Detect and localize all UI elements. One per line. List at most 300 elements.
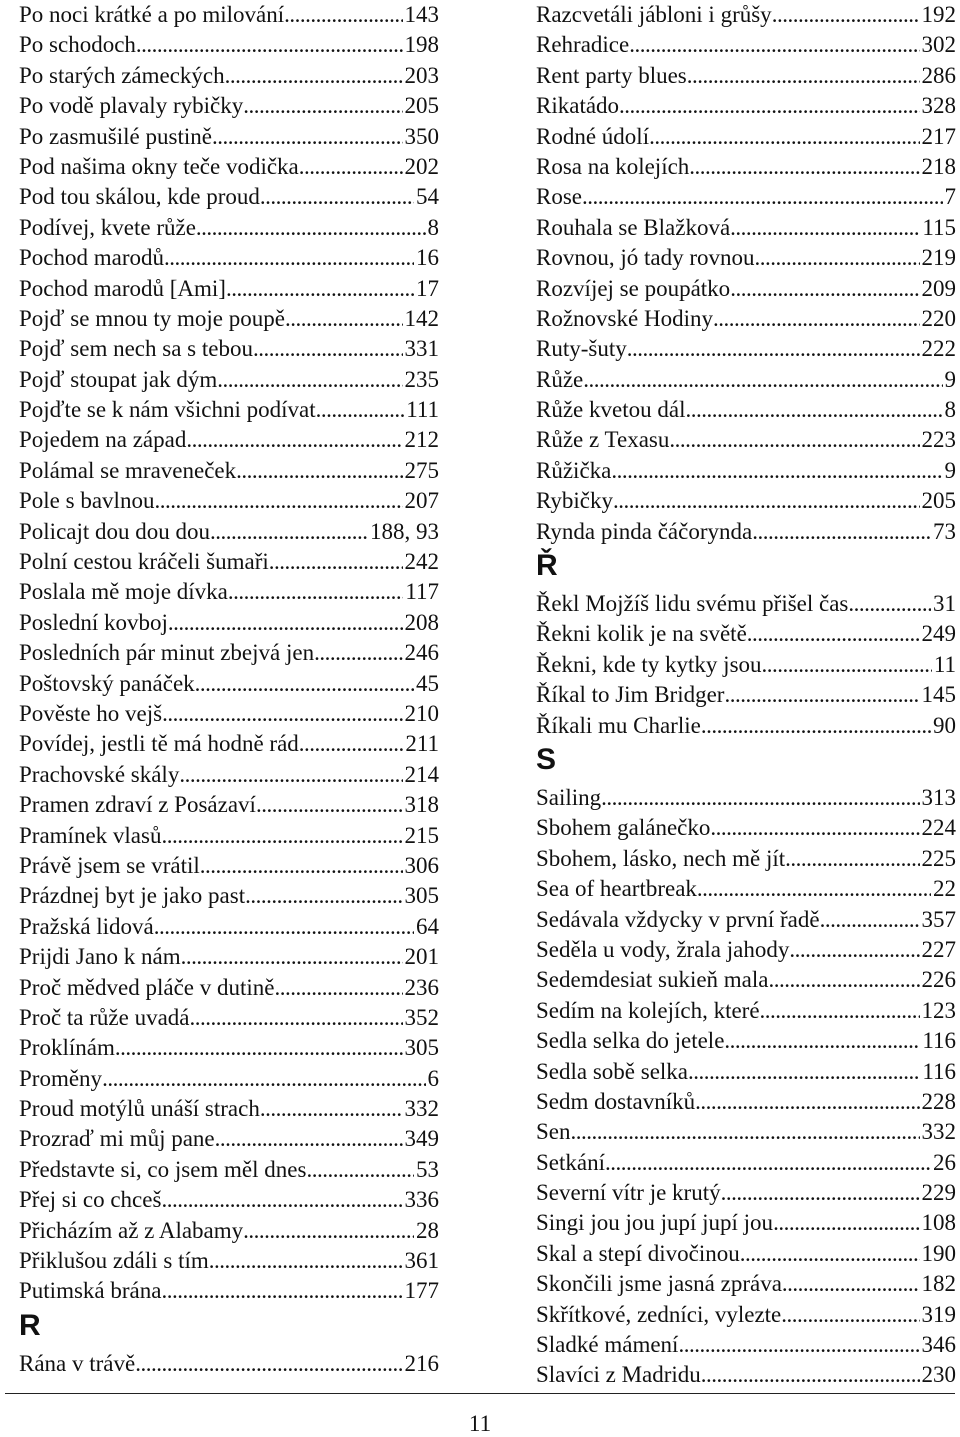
index-entry: [19, 486, 439, 516]
dot-leader: [256, 790, 403, 820]
entry-title: Po vodě plavaly rybičky: [19, 93, 244, 119]
entry-title: Rent party blues: [536, 62, 687, 88]
entry-page-number: 142: [404, 305, 439, 331]
index-entry: [19, 243, 439, 273]
index-entry: [536, 1269, 956, 1299]
entry-page-number: 205: [921, 488, 956, 514]
entry-title: Pojď stoupat jak dým: [19, 366, 218, 392]
dot-leader: [740, 1239, 920, 1269]
entry-title: Ruty-šuty: [536, 336, 627, 362]
page-number: 11: [468, 1411, 492, 1436]
entry-page-number: 218: [921, 153, 956, 179]
dot-leader: [162, 699, 402, 729]
dot-leader: [688, 1057, 920, 1087]
index-entry: [536, 334, 956, 364]
entry-title: Proklínám: [19, 1035, 115, 1061]
dot-leader: [789, 935, 919, 965]
dot-leader: [820, 905, 920, 935]
entry-title: Skončili jsme jasná zpráva: [536, 1271, 782, 1297]
index-entry: [536, 213, 956, 243]
entry-page-number: 306: [404, 852, 439, 878]
index-entry: [536, 152, 956, 182]
entry-title: Sedm dostavníků: [536, 1088, 696, 1114]
entry-page-number: 219: [921, 245, 956, 271]
index-entry: [536, 182, 956, 212]
dot-leader: [697, 874, 931, 904]
entry-title: Představte si, co jsem měl dnes: [19, 1156, 307, 1182]
entry-page-number: 45: [416, 670, 439, 696]
dot-leader: [848, 589, 931, 619]
index-entry: [19, 30, 439, 60]
entry-page-number: 53: [416, 1156, 439, 1182]
entry-page-number: 286: [921, 62, 956, 88]
entry-title: Pověste ho vejš: [19, 700, 163, 726]
entry-title: Přiklušou zdáli s tím: [19, 1248, 209, 1274]
entry-title: Sea of heartbreak: [536, 876, 697, 902]
entry-title: Sedím na kolejích, které: [536, 997, 760, 1023]
index-entry: [536, 1300, 956, 1330]
dot-leader: [136, 30, 403, 60]
entry-page-number: 145: [921, 682, 956, 708]
index-entry: [536, 935, 956, 965]
dot-leader: [785, 844, 919, 874]
entry-title: Pramínek vlasů: [19, 822, 162, 848]
dot-leader: [724, 680, 919, 710]
dot-leader: [689, 152, 919, 182]
index-entry: [19, 1216, 439, 1246]
entry-title: Pojď sem nech sa s tebou: [19, 336, 253, 362]
entry-page-number: 319: [921, 1301, 956, 1327]
entry-page-number: 302: [921, 32, 956, 58]
index-entry: [536, 1057, 956, 1087]
index-entry: [536, 30, 956, 60]
entry-page-number: 198: [404, 32, 439, 58]
entry-title: Sladké mámení: [536, 1332, 679, 1358]
dot-leader: [721, 1178, 920, 1208]
entry-page-number: 328: [921, 93, 956, 119]
entry-page-number: 202: [404, 153, 439, 179]
index-entry: [19, 1276, 439, 1306]
entry-page-number: 352: [404, 1004, 439, 1030]
index-entry: [19, 91, 439, 121]
entry-title: Rovnou, jó tady rovnou: [536, 245, 755, 271]
index-entry: [19, 456, 439, 486]
index-entry: [536, 619, 956, 649]
dot-leader: [161, 1185, 402, 1215]
entry-title: Prozraď mi můj pane: [19, 1126, 215, 1152]
entry-page-number: 17: [416, 275, 439, 301]
entry-page-number: 357: [921, 906, 956, 932]
entry-page-number: 217: [921, 123, 956, 149]
entry-title: Prijdi Jano k nám: [19, 944, 181, 970]
entry-page-number: 123: [921, 997, 956, 1023]
dot-leader: [685, 395, 942, 425]
index-entry: [536, 1178, 956, 1208]
entry-title: Poslední kovboj: [19, 609, 168, 635]
dot-leader: [212, 122, 403, 152]
index-entry: [536, 680, 956, 710]
entry-title: Poslala mě moje dívka: [19, 579, 228, 605]
entry-page-number: 9: [944, 457, 956, 483]
entry-title: Rosa na kolejích: [536, 153, 690, 179]
index-entry: [19, 0, 439, 30]
dot-leader: [781, 1300, 919, 1330]
entry-page-number: 203: [404, 62, 439, 88]
dot-leader: [678, 1330, 919, 1360]
index-entry: [536, 1330, 956, 1360]
entry-page-number: 64: [416, 913, 439, 939]
dot-leader: [215, 1124, 403, 1154]
dot-leader: [760, 996, 920, 1026]
dot-leader: [285, 304, 403, 334]
dot-leader: [730, 213, 920, 243]
entry-title: Pojedem na západ: [19, 427, 187, 453]
entry-title: Policajt dou dou dou: [19, 518, 211, 544]
dot-leader: [226, 274, 414, 304]
section-letter: Ř: [536, 549, 558, 583]
dot-leader: [314, 638, 402, 668]
entry-title: Rybičky: [536, 488, 614, 514]
index-entry: [19, 608, 439, 638]
entry-page-number: 318: [404, 792, 439, 818]
entry-title: Seděla u vody, žrala jahody: [536, 936, 790, 962]
entry-title: Slavíci z Madridu: [536, 1362, 701, 1388]
index-entry: [19, 1094, 439, 1124]
index-entry: [19, 365, 439, 395]
entry-title: Říkal to Jim Bridger: [536, 682, 725, 708]
dot-leader: [669, 425, 919, 455]
dot-leader: [755, 243, 920, 273]
dot-leader: [154, 486, 402, 516]
dot-leader: [217, 365, 402, 395]
index-entry: [19, 699, 439, 729]
entry-title: Putimská brána: [19, 1278, 162, 1304]
entry-page-number: 16: [416, 245, 439, 271]
entry-page-number: 349: [404, 1126, 439, 1152]
index-entry: [536, 1360, 956, 1390]
index-entry: [19, 973, 439, 1003]
index-entry: [536, 243, 956, 273]
entry-page-number: 236: [404, 974, 439, 1000]
dot-leader: [710, 813, 919, 843]
entry-title: Sedemdesiat sukieň mala: [536, 967, 769, 993]
index-entry: [19, 274, 439, 304]
entry-page-number: 228: [921, 1088, 956, 1114]
entry-title: Proud motýlů unáší strach: [19, 1096, 260, 1122]
index-entry: [536, 456, 956, 486]
entry-page-number: 177: [404, 1278, 439, 1304]
entry-title: Rikatádo: [536, 93, 620, 119]
index-entry: [536, 1239, 956, 1269]
entry-page-number: 346: [921, 1332, 956, 1358]
dot-leader: [269, 547, 403, 577]
dot-leader: [611, 456, 942, 486]
index-entry: [19, 152, 439, 182]
index-entry: [536, 996, 956, 1026]
index-entry: [536, 711, 956, 741]
dot-leader: [228, 577, 403, 607]
entry-page-number: 116: [922, 1058, 956, 1084]
entry-title: Pod našima okny teče vodička: [19, 153, 299, 179]
dot-leader: [168, 608, 403, 638]
entry-page-number: 11: [933, 651, 956, 677]
index-entry: [536, 905, 956, 935]
entry-title: Přicházím až z Alabamy: [19, 1217, 244, 1243]
index-entry: [19, 1124, 439, 1154]
entry-page-number: 116: [922, 1028, 956, 1054]
dot-leader: [186, 425, 402, 455]
dot-leader: [260, 1094, 403, 1124]
entry-title: Skal a stepí divočinou: [536, 1240, 740, 1266]
entry-page-number: 246: [404, 640, 439, 666]
index-entry: [19, 334, 439, 364]
entry-page-number: 222: [921, 336, 956, 362]
dot-leader: [687, 61, 920, 91]
dot-leader: [619, 91, 919, 121]
entry-title: Rožnovské Hodiny: [536, 305, 713, 331]
index-entry: [536, 1026, 956, 1056]
index-entry: [19, 790, 439, 820]
entry-title: Sailing: [536, 784, 602, 810]
index-entry: [536, 274, 956, 304]
dot-leader: [243, 1216, 414, 1246]
index-entry: [19, 122, 439, 152]
entry-title: Proč mědved pláče v dutině: [19, 974, 275, 1000]
entry-title: Růžička: [536, 457, 612, 483]
index-entry: [536, 486, 956, 516]
entry-page-number: 117: [405, 579, 439, 605]
index-entry: [536, 517, 956, 547]
index-entry: [19, 1349, 439, 1379]
index-entry: [19, 213, 439, 243]
dot-leader: [115, 1033, 403, 1063]
dot-leader: [200, 851, 403, 881]
index-entry: [536, 813, 956, 843]
entry-page-number: 350: [404, 123, 439, 149]
entry-page-number: 224: [921, 815, 956, 841]
dot-leader: [225, 61, 403, 91]
index-entry: [19, 669, 439, 699]
footer-divider: [5, 1393, 955, 1394]
index-entry: [19, 851, 439, 881]
entry-title: Sedávala vždycky v první řadě: [536, 906, 820, 932]
dot-leader: [762, 650, 932, 680]
entry-title: Pole s bavlnou: [19, 488, 155, 514]
entry-title: Pojďte se k nám všichni podívat: [19, 397, 316, 423]
dot-leader: [245, 881, 402, 911]
dot-leader: [701, 1360, 920, 1390]
entry-page-number: 9: [944, 366, 956, 392]
entry-page-number: 242: [404, 549, 439, 575]
entry-title: Singi jou jou jupí jupí jou: [536, 1210, 774, 1236]
entry-title: Posledních pár minut zbejvá jen: [19, 640, 315, 666]
dot-leader: [571, 1117, 920, 1147]
entry-title: Skřítkové, zedníci, vylezte: [536, 1301, 782, 1327]
entry-page-number: 208: [404, 609, 439, 635]
entry-title: Pochod marodů [Ami]: [19, 275, 226, 301]
dot-leader: [181, 942, 403, 972]
index-entry: [536, 874, 956, 904]
index-entry: [19, 729, 439, 759]
entry-page-number: 211: [405, 731, 439, 757]
entry-title: Sbohem, lásko, nech mě jít: [536, 845, 786, 871]
entry-page-number: 182: [921, 1271, 956, 1297]
entry-title: Sen: [536, 1119, 571, 1145]
entry-page-number: 336: [404, 1187, 439, 1213]
entry-title: Řekl Mojžíš lidu svému přišel čas: [536, 591, 849, 617]
entry-title: Sedla selka do jetele: [536, 1028, 725, 1054]
entry-title: Rouhala se Blažková: [536, 214, 731, 240]
entry-page-number: 216: [404, 1350, 439, 1376]
entry-page-number: 230: [921, 1362, 956, 1388]
index-entry: [536, 1117, 956, 1147]
entry-title: Růže z Texasu: [536, 427, 670, 453]
entry-title: Severní vítr je krutý: [536, 1180, 721, 1206]
index-entry: [19, 760, 439, 790]
entry-page-number: 73: [933, 518, 956, 544]
entry-page-number: 361: [404, 1248, 439, 1274]
index-entry: [19, 942, 439, 972]
dot-leader: [243, 91, 402, 121]
index-entry: [536, 844, 956, 874]
entry-page-number: 207: [404, 488, 439, 514]
entry-page-number: 201: [404, 944, 439, 970]
dot-leader: [772, 0, 920, 30]
dot-leader: [210, 517, 368, 547]
entry-page-number: 143: [404, 2, 439, 27]
dot-leader: [582, 182, 943, 212]
dot-leader: [782, 1269, 920, 1299]
index-entry: [536, 425, 956, 455]
index-entry: [19, 304, 439, 334]
index-entry: [536, 0, 956, 30]
entry-page-number: 305: [404, 883, 439, 909]
dot-leader: [284, 0, 402, 30]
index-entry: [19, 1246, 439, 1276]
entry-page-number: 188, 93: [370, 518, 439, 544]
entry-page-number: 209: [921, 275, 956, 301]
entry-page-number: 226: [921, 967, 956, 993]
entry-page-number: 205: [404, 93, 439, 119]
entry-title: Pramen zdraví z Posázaví: [19, 792, 256, 818]
entry-title: Říkali mu Charlie: [536, 712, 701, 738]
entry-title: Prázdnej byt je jako past: [19, 883, 246, 909]
index-entry: [536, 122, 956, 152]
index-entry: [536, 365, 956, 395]
entry-title: Řekni kolik je na světě: [536, 621, 747, 647]
index-entry: [536, 1208, 956, 1238]
dot-leader: [154, 912, 414, 942]
entry-page-number: 220: [921, 305, 956, 331]
dot-leader: [161, 821, 402, 851]
index-entry: [536, 965, 956, 995]
index-entry: [19, 1155, 439, 1185]
entry-title: Proč ta růže uvadá: [19, 1004, 190, 1030]
entry-page-number: 229: [921, 1180, 956, 1206]
entry-page-number: 305: [404, 1035, 439, 1061]
dot-leader: [274, 973, 402, 1003]
entry-title: Polní cestou kráčeli šumaři: [19, 549, 269, 575]
dot-leader: [627, 334, 920, 364]
index-entry: [19, 638, 439, 668]
dot-leader: [135, 1349, 402, 1379]
index-entry: [19, 821, 439, 851]
dot-leader: [649, 122, 919, 152]
entry-title: Sedla sobě selka: [536, 1058, 689, 1084]
entry-page-number: 192: [921, 2, 956, 27]
entry-title: Po noci krátké a po milování: [19, 2, 285, 27]
entry-page-number: 6: [427, 1065, 439, 1091]
entry-page-number: 275: [404, 457, 439, 483]
entry-page-number: 31: [933, 591, 956, 617]
index-entry: [19, 182, 439, 212]
entry-title: Rozvíjej se poupátko: [536, 275, 731, 301]
dot-leader: [713, 304, 920, 334]
entry-page-number: 26: [933, 1149, 956, 1175]
dot-leader: [236, 456, 402, 486]
dot-leader: [601, 783, 919, 813]
dot-leader: [605, 1148, 931, 1178]
dot-leader: [316, 395, 405, 425]
index-entry: [536, 61, 956, 91]
entry-page-number: 190: [921, 1240, 956, 1266]
dot-leader: [260, 182, 414, 212]
section-letter: S: [536, 742, 557, 776]
entry-page-number: 214: [404, 761, 439, 787]
entry-title: Polámal se mraveneček: [19, 457, 237, 483]
dot-leader: [161, 1276, 402, 1306]
index-entry: [19, 517, 439, 547]
index-entry: [19, 425, 439, 455]
entry-title: Řekni, kde ty kytky jsou: [536, 651, 762, 677]
dot-leader: [190, 1003, 403, 1033]
entry-page-number: 8: [944, 397, 956, 423]
entry-title: Proměny: [19, 1065, 103, 1091]
index-entry: [536, 650, 956, 680]
dot-leader: [773, 1208, 919, 1238]
dot-leader: [730, 274, 919, 304]
entry-title: Pojď se mnou ty moje poupě: [19, 305, 285, 331]
dot-leader: [695, 1087, 919, 1117]
index-entry: [19, 61, 439, 91]
entry-page-number: 215: [404, 822, 439, 848]
entry-title: Růže: [536, 366, 584, 392]
entry-page-number: 22: [933, 876, 956, 902]
entry-page-number: 249: [921, 621, 956, 647]
entry-title: Setkání: [536, 1149, 605, 1175]
entry-page-number: 210: [404, 700, 439, 726]
entry-page-number: 8: [427, 214, 439, 240]
dot-leader: [209, 1246, 403, 1276]
entry-title: Po schodoch: [19, 32, 136, 58]
entry-title: Přej si co chceš: [19, 1187, 162, 1213]
entry-title: Právě jsem se vrátil: [19, 852, 200, 878]
entry-title: Poštovský panáček: [19, 670, 195, 696]
dot-leader: [701, 711, 931, 741]
index-entry: [536, 304, 956, 334]
dot-leader: [747, 619, 920, 649]
dot-leader: [629, 30, 919, 60]
entry-title: Rehradice: [536, 32, 630, 58]
entry-title: Pod tou skálou, kde proud: [19, 184, 260, 210]
dot-leader: [306, 1155, 414, 1185]
index-entry: [536, 589, 956, 619]
entry-page-number: 332: [921, 1119, 956, 1145]
index-entry: [536, 1087, 956, 1117]
dot-leader: [195, 669, 414, 699]
entry-title: Pochod marodů: [19, 245, 165, 271]
dot-leader: [299, 152, 403, 182]
